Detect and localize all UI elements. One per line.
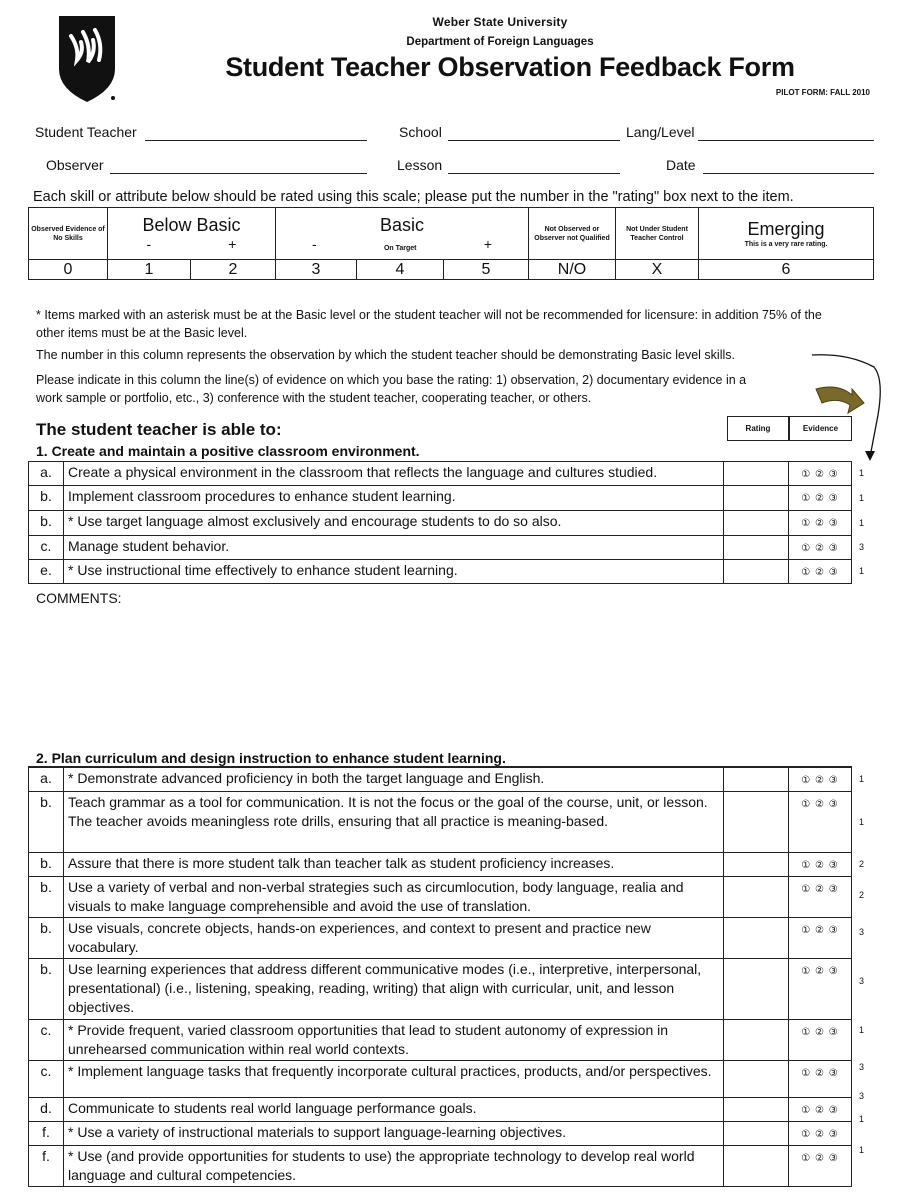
evidence-options[interactable]: ① ② ③ <box>789 918 852 959</box>
item-text: Manage student behavior. <box>64 536 724 560</box>
rating-scale-table <box>28 207 874 280</box>
basic-header <box>276 208 529 260</box>
item-text: Create a physical environment in the classroom that reflects the language and cultures studied. <box>64 462 724 486</box>
rating-cell[interactable] <box>724 511 789 536</box>
item-letter: b. <box>29 511 64 536</box>
evidence-options[interactable]: ① ② ③ <box>789 877 852 918</box>
rating-cell[interactable] <box>724 1146 789 1187</box>
emerging-note: This is a very rare rating. <box>744 240 828 248</box>
evidence-options[interactable]: ① ② ③ <box>789 768 852 792</box>
item-row <box>29 959 852 1020</box>
item-row <box>29 1146 852 1187</box>
scale-value: 1 <box>108 260 191 280</box>
item-letter: a. <box>29 768 64 792</box>
rating-cell[interactable] <box>724 486 789 511</box>
item-text: * Demonstrate advanced proficiency in both the target language and English. <box>64 768 724 792</box>
observer-label: Observer <box>46 157 104 173</box>
basic-minus: - <box>312 235 317 252</box>
observation-number: 1 <box>859 774 865 784</box>
item-row <box>29 1061 852 1098</box>
section-2-heading: 2. Plan curriculum and design instruction to enhance student learning. <box>36 750 506 766</box>
rating-cell[interactable] <box>724 462 789 486</box>
school-label: School <box>399 124 442 140</box>
rating-cell[interactable] <box>724 792 789 853</box>
section-1-heading: 1. Create and maintain a positive classroom environment. <box>36 443 420 459</box>
evidence-options[interactable]: ① ② ③ <box>789 1122 852 1146</box>
observation-number: 2 <box>859 859 865 869</box>
item-text: Use visuals, concrete objects, hands-on experiences, and context to present and practice new vocabulary. <box>64 918 724 959</box>
item-text: * Provide frequent, varied classroom opportunities that lead to student autonomy of expression in unrehearsed communication within real world contexts. <box>64 1020 724 1061</box>
item-letter: a. <box>29 462 64 486</box>
rating-cell[interactable] <box>724 877 789 918</box>
item-letter: c. <box>29 1020 64 1061</box>
able-to-heading: The student teacher is able to: <box>36 420 282 439</box>
evidence-column-header: Evidence <box>789 416 852 441</box>
on-target-label: On Target <box>383 244 417 252</box>
observation-number: 3 <box>859 542 865 552</box>
item-row <box>29 536 852 560</box>
item-letter: f. <box>29 1146 64 1187</box>
rating-cell[interactable] <box>724 918 789 959</box>
observation-number: 1 <box>859 468 865 478</box>
item-text: Assure that there is more student talk than teacher talk as student proficiency increases. <box>64 853 724 877</box>
item-letter: c. <box>29 1061 64 1098</box>
item-text: Implement classroom procedures to enhance student learning. <box>64 486 724 511</box>
item-text: * Implement language tasks that frequently incorporate cultural practices, products, and/or perspectives. <box>64 1061 724 1098</box>
observation-number: 3 <box>859 976 865 986</box>
not-observed-header: Not Observed or Observer not Qualified <box>529 208 616 260</box>
scale-instructions: Each skill or attribute below should be rated using this scale; please put the number in the "rating" box next to the item. <box>33 189 794 205</box>
observation-number: 1 <box>859 1114 865 1124</box>
item-text: * Use instructional time effectively to enhance student learning. <box>64 560 724 584</box>
item-row <box>29 853 852 877</box>
item-row <box>29 511 852 536</box>
evidence-options[interactable]: ① ② ③ <box>789 1020 852 1061</box>
item-letter: b. <box>29 486 64 511</box>
lang-level-field[interactable] <box>698 140 874 141</box>
rating-column-header: Rating <box>727 416 789 441</box>
rating-cell[interactable] <box>724 560 789 584</box>
rating-cell[interactable] <box>724 536 789 560</box>
evidence-options[interactable]: ① ② ③ <box>789 1061 852 1098</box>
lesson-label: Lesson <box>397 157 443 173</box>
scale-value: 2 <box>191 260 276 280</box>
section-2-table <box>28 767 852 1187</box>
item-row <box>29 462 852 486</box>
rating-cell[interactable] <box>724 1122 789 1146</box>
university-shield-logo <box>57 14 117 104</box>
lang-level-label: Lang/Level <box>626 124 695 140</box>
school-field[interactable] <box>448 140 620 141</box>
observation-number: 1 <box>859 518 865 528</box>
below-basic-minus: - <box>146 236 152 252</box>
department-name: Department of Foreign Languages <box>406 36 594 48</box>
basic-label: Basic <box>379 214 424 235</box>
column-pointer-arrow-icon <box>808 345 888 470</box>
university-name: Weber State University <box>432 15 568 29</box>
not-under-control-header: Not Under Student Teacher Control <box>616 208 699 260</box>
emerging-header <box>699 208 874 260</box>
below-basic-header <box>108 208 276 260</box>
date-label: Date <box>666 157 696 173</box>
scale-value: 0 <box>29 260 108 280</box>
asterisk-note: * Items marked with an asterisk must be at the Basic level or the student teacher will not be recommended for licensure: in addition 75% of the other items must be at the Basic level. <box>36 308 822 340</box>
below-basic-plus: + <box>228 236 237 252</box>
date-field[interactable] <box>703 173 874 174</box>
evidence-options[interactable]: ① ② ③ <box>789 536 852 560</box>
observation-number: 3 <box>859 1091 865 1101</box>
emerging-label: Emerging <box>747 218 825 239</box>
item-text: Teach grammar as a tool for communication. It is not the focus or the goal of the course, unit, or lesson. The teacher avoids meaningless rote drills, ensuring that all practice is meaning-based. <box>64 792 724 853</box>
observation-number: 3 <box>859 927 865 937</box>
evidence-note: Please indicate in this column the line(s) of evidence on which you base the rating: 1) observation, 2) documentary evidence in a work sample or portfolio, etc., 3) conference with the student teacher, cooperating teacher, or others. <box>36 373 747 405</box>
comments-area[interactable] <box>36 610 846 745</box>
item-row <box>29 1020 852 1061</box>
item-row <box>29 877 852 918</box>
rating-cell[interactable] <box>724 1061 789 1098</box>
pilot-form-label: PILOT FORM: FALL 2010 <box>775 88 870 97</box>
observer-field[interactable] <box>110 173 367 174</box>
rating-cell[interactable] <box>724 959 789 1020</box>
section-1-table <box>28 461 852 584</box>
item-row <box>29 768 852 792</box>
item-text: Communicate to students real world language performance goals. <box>64 1098 724 1122</box>
scale-value: N/O <box>529 260 616 280</box>
student-teacher-label: Student Teacher <box>35 124 137 140</box>
item-letter: e. <box>29 560 64 584</box>
item-letter: f. <box>29 1122 64 1146</box>
evidence-options[interactable]: ① ② ③ <box>789 792 852 853</box>
item-row <box>29 486 852 511</box>
item-text: * Use target language almost exclusively and encourage students to do so also. <box>64 511 724 536</box>
item-text: Use a variety of verbal and non-verbal strategies such as circumlocution, body language, realia and visuals to make language comprehensible and avoid the use of translation. <box>64 877 724 918</box>
observation-number: 1 <box>859 1025 865 1035</box>
scale-value: 4 <box>357 260 444 280</box>
item-row <box>29 560 852 584</box>
item-row <box>29 918 852 959</box>
evidence-options[interactable]: ① ② ③ <box>789 1146 852 1187</box>
item-text: * Use a variety of instructional materials to support language-learning objectives. <box>64 1122 724 1146</box>
observation-number: 1 <box>859 817 865 827</box>
form-title: Student Teacher Observation Feedback Form <box>225 52 795 82</box>
evidence-options[interactable]: ① ② ③ <box>789 511 852 536</box>
evidence-options[interactable]: ① ② ③ <box>789 853 852 877</box>
item-row <box>29 1122 852 1146</box>
observation-number: 3 <box>859 1062 865 1072</box>
column-note: The number in this column represents the observation by which the student teacher should be demonstrating Basic level skills. <box>36 348 735 362</box>
item-letter: b. <box>29 959 64 1020</box>
evidence-options[interactable]: ① ② ③ <box>789 959 852 1020</box>
lesson-field[interactable] <box>448 173 620 174</box>
rating-cell[interactable] <box>724 1020 789 1061</box>
student-teacher-field[interactable] <box>145 140 367 141</box>
evidence-options[interactable]: ① ② ③ <box>789 560 852 584</box>
item-text: Use learning experiences that address different communicative modes (i.e., interpretive, interpersonal, presentational) (i.e., listening, speaking, reading, writing) that align with curricular, unit, and lesson objectives. <box>64 959 724 1020</box>
rating-cell[interactable] <box>724 1098 789 1122</box>
observation-number: 1 <box>859 493 865 503</box>
evidence-options[interactable]: ① ② ③ <box>789 1098 852 1122</box>
scale-value: 5 <box>444 260 529 280</box>
scale-value: 3 <box>276 260 357 280</box>
item-letter: b. <box>29 792 64 853</box>
item-row <box>29 792 852 853</box>
item-letter: b. <box>29 877 64 918</box>
no-evidence-header: Observed Evidence of No Skills <box>29 208 108 260</box>
item-letter: c. <box>29 536 64 560</box>
evidence-options[interactable]: ① ② ③ <box>789 462 852 486</box>
evidence-options[interactable]: ① ② ③ <box>789 486 852 511</box>
observation-number: 2 <box>859 890 865 900</box>
basic-plus: + <box>483 235 492 252</box>
comments-label: COMMENTS: <box>36 590 122 606</box>
scale-value: 6 <box>699 260 874 280</box>
observation-number: 1 <box>859 1145 865 1155</box>
item-letter: b. <box>29 918 64 959</box>
item-letter: d. <box>29 1098 64 1122</box>
observation-number: 1 <box>859 566 865 576</box>
rating-cell[interactable] <box>724 768 789 792</box>
rating-cell[interactable] <box>724 853 789 877</box>
item-text: * Use (and provide opportunities for students to use) the appropriate technology to develop real world language and cultural competencies. <box>64 1146 724 1187</box>
item-row <box>29 1098 852 1122</box>
item-letter: b. <box>29 853 64 877</box>
below-basic-label: Below Basic <box>142 215 241 235</box>
scale-value: X <box>616 260 699 280</box>
